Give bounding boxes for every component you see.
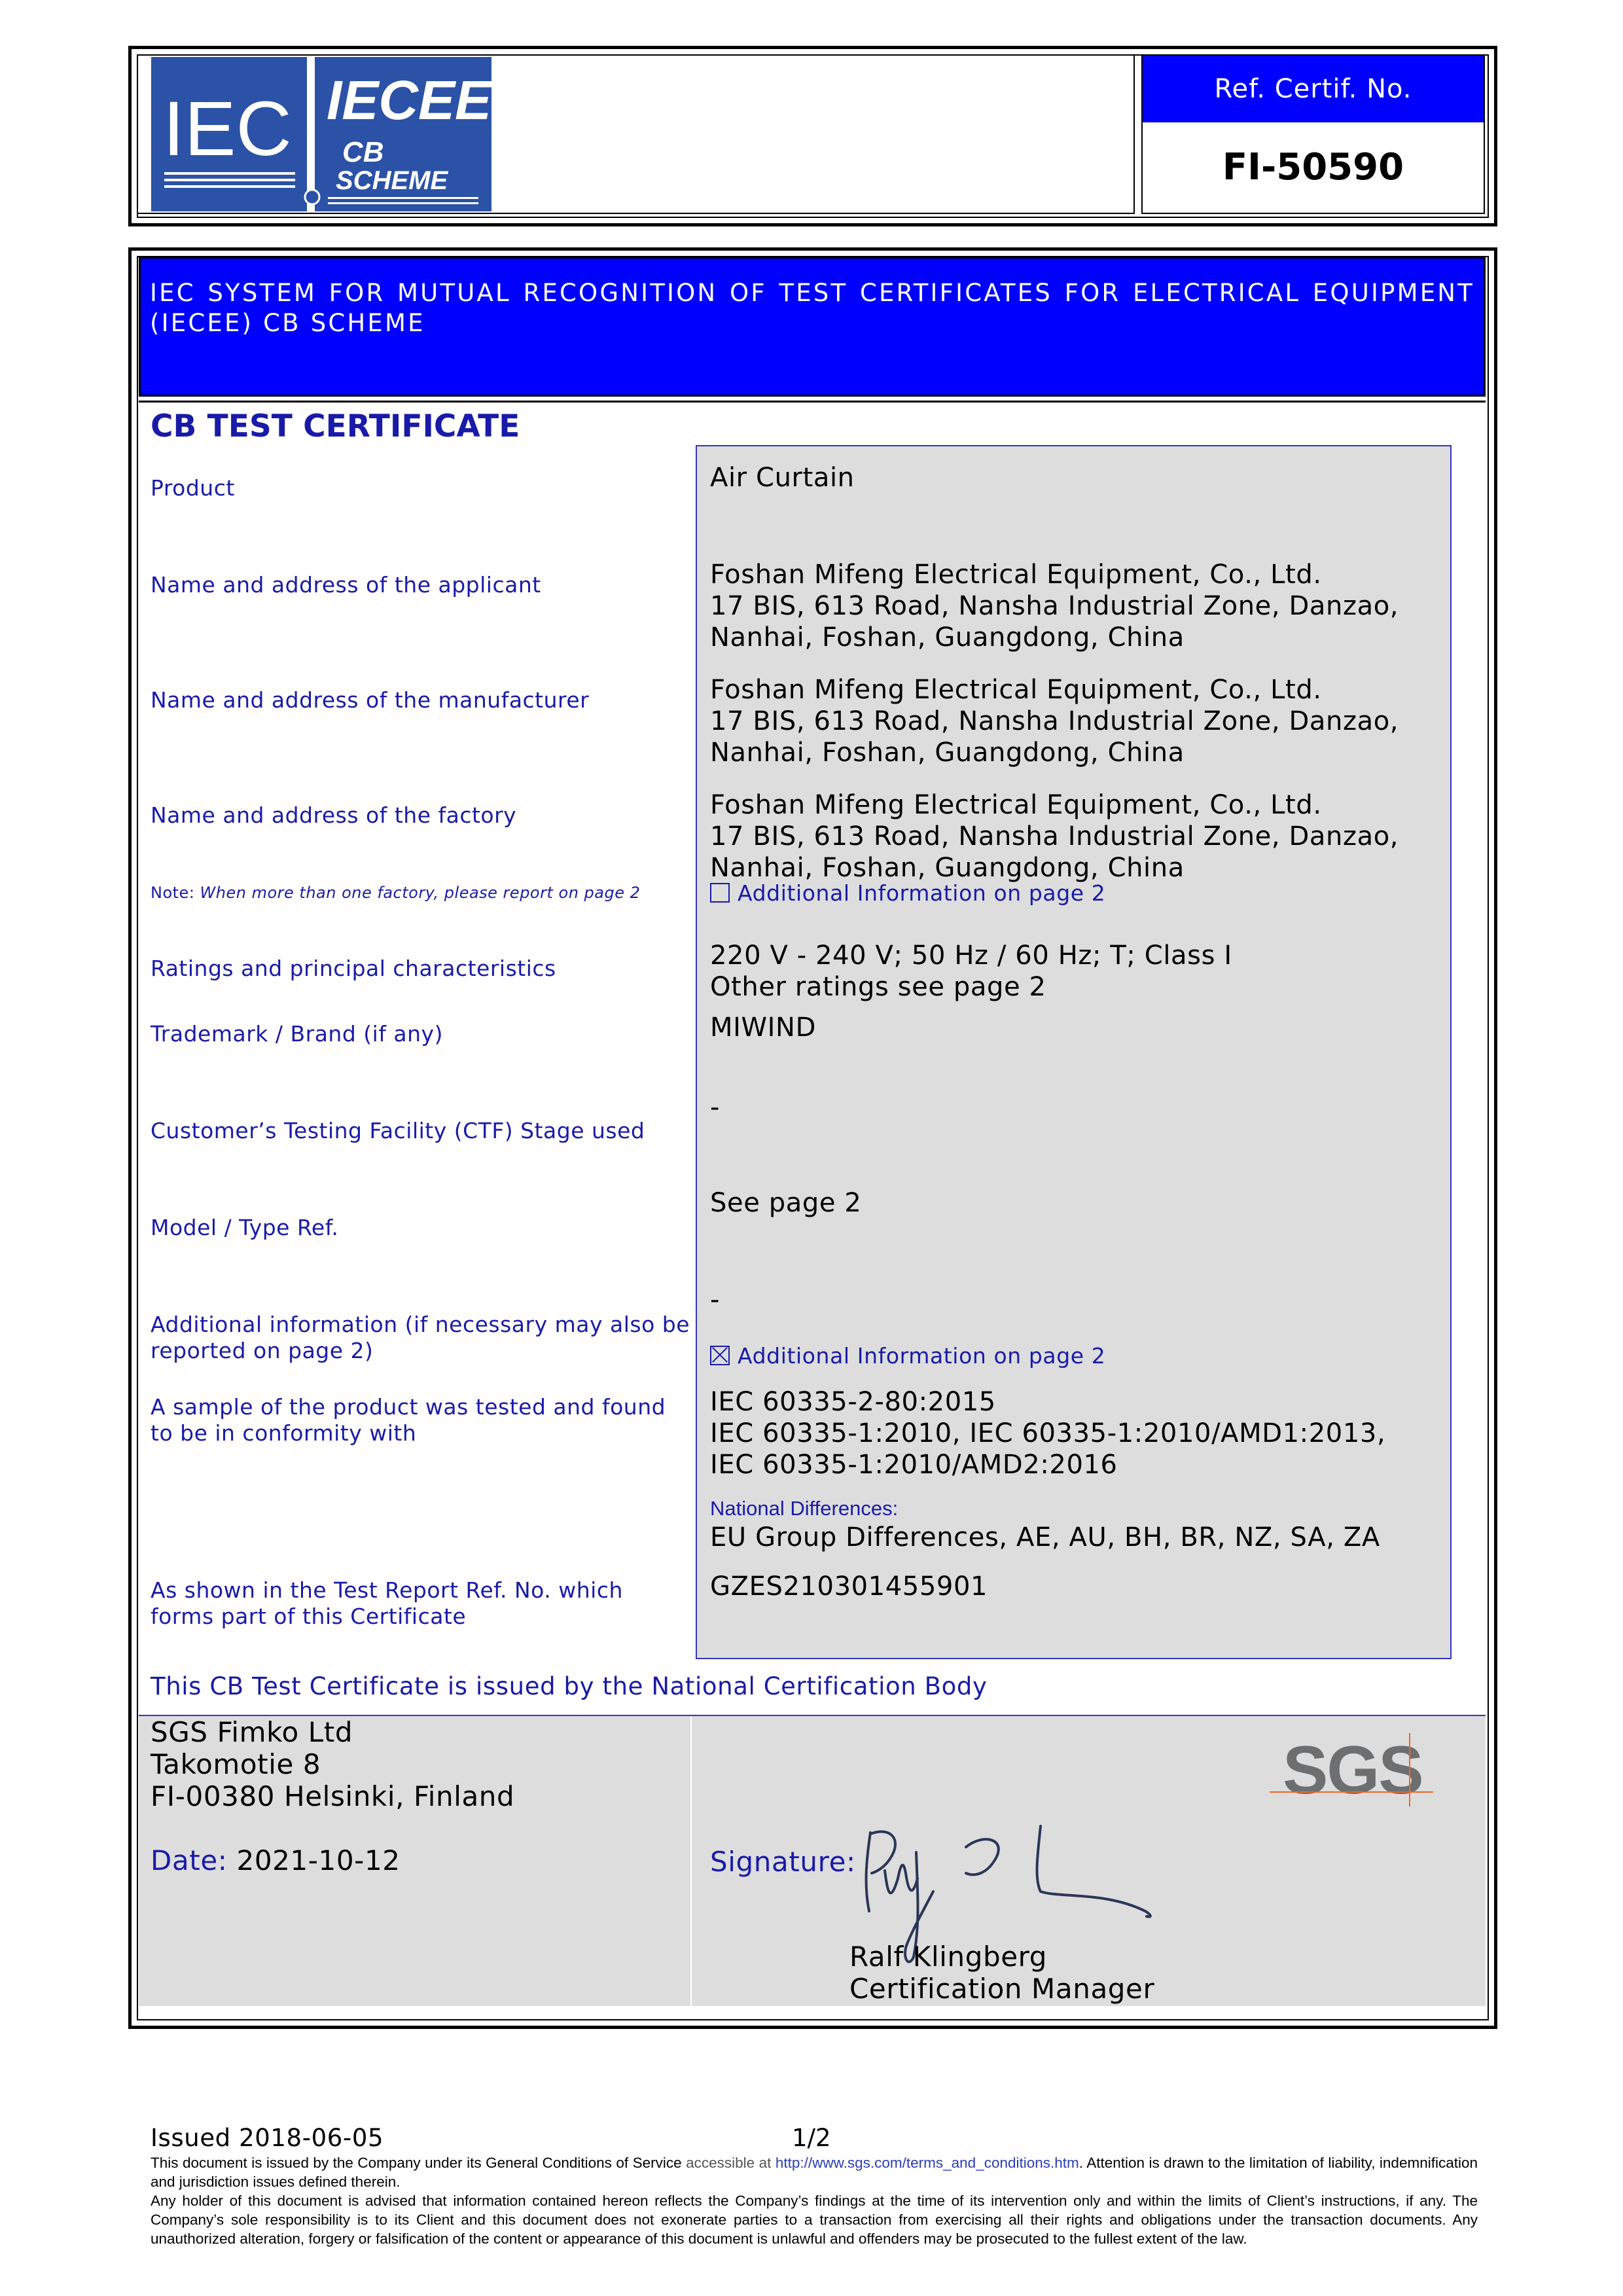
logo-iec-text: IEC (163, 86, 292, 172)
value-applicant-line-2: 17 BIS, 613 Road, Nansha Industrial Zone, Danzao, (710, 591, 1399, 621)
reference-box (1141, 54, 1485, 214)
body-address-line-2: Takomotie 8 (151, 1748, 321, 1780)
value-factory-line-1: Foshan Mifeng Electrical Equipment, Co., Ltd. (710, 790, 1322, 820)
certificate-header (128, 46, 1497, 226)
additional-info-label: Additional Information on page 2 (738, 1343, 1106, 1369)
value-standards-line-2: IEC 60335-1:2010, IEC 60335-1:2010/AMD1:2013, (710, 1418, 1386, 1448)
certification-body-address (151, 1716, 514, 1812)
label-trademark: Trademark / Brand (if any) (151, 1021, 443, 1047)
legal-1d: . Attention is drawn to the limitation of liability, indemnification and jurisdiction issues defined therein. (151, 2155, 1478, 2190)
value-applicant-line-1: Foshan Mifeng Electrical Equipment, Co., Ltd. (710, 560, 1322, 590)
legal-paragraph-2: Any holder of this document is advised that information contained hereon reflects the Company’s findings at the time of its intervention only and within the limits of Client’s instructions, if any. The Company’s sole responsibility is to its Client and this document does not exonerate parties to a transaction from exercising all their rights and obligations under the transaction documents. Any unauthorized alteration, forgery or falsification of the content or appearance of this document is unlawful and offenders may be prosecuted to the fullest extent of the law. (151, 2193, 1478, 2247)
value-applicant (710, 559, 1399, 653)
value-model: See page 2 (710, 1188, 862, 1218)
value-ratings-line-2: Other ratings see page 2 (710, 972, 1046, 1002)
iec-iecee-logo (151, 57, 491, 211)
value-standards-line-3: IEC 60335-1:2010/AMD2:2016 (710, 1450, 1118, 1480)
label-model: Model / Type Ref. (151, 1215, 339, 1240)
national-differences-label: National Differences: (710, 1497, 899, 1520)
checkbox-unchecked-icon[interactable] (710, 883, 730, 903)
value-factory-line-2: 17 BIS, 613 Road, Nansha Industrial Zone, Danzao, (710, 821, 1399, 852)
sgs-logo-text: SGS (1283, 1732, 1423, 1808)
body-address-line-3: FI-00380 Helsinki, Finland (151, 1780, 515, 1812)
label-report-line-1: As shown in the Test Report Ref. No. which (151, 1577, 623, 1603)
label-additional-line-2: reported on page 2) (151, 1338, 374, 1363)
value-trademark: MIWIND (710, 1013, 816, 1043)
value-report-number: GZES210301455901 (710, 1571, 988, 1602)
label-ratings: Ratings and principal characteristics (151, 956, 556, 981)
certificate-title: CB TEST CERTIFICATE (151, 408, 520, 444)
label-report-line-2: forms part of this Certificate (151, 1604, 467, 1629)
label-sample-line-1: A sample of the product was tested and found (151, 1394, 666, 1420)
value-standards-line-1: IEC 60335-2-80:2015 (710, 1387, 996, 1417)
label-sample (151, 1394, 666, 1446)
terms-link[interactable]: http://www.sgs.com/terms_and_conditions.htm (775, 2155, 1079, 2171)
logo-cb-text: CB (342, 136, 384, 168)
body-address-line-1: SGS Fimko Ltd (151, 1716, 353, 1748)
legal-paragraph-1 (151, 2153, 1478, 2191)
issue-date (151, 1844, 401, 1876)
factory-note (151, 884, 640, 902)
value-manufacturer-line-3: Nanhai, Foshan, Guangdong, China (710, 738, 1185, 768)
signer-block (849, 1941, 1154, 2005)
value-ratings-line-1: 220 V - 240 V; 50 Hz / 60 Hz; T; Class I (710, 941, 1232, 971)
factory-additional-info[interactable] (710, 880, 1105, 906)
date-label: Date: (151, 1844, 228, 1876)
label-manufacturer: Name and address of the manufacturer (151, 687, 590, 713)
value-product: Air Curtain (710, 463, 855, 493)
value-manufacturer-line-1: Foshan Mifeng Electrical Equipment, Co., Ltd. (710, 675, 1322, 705)
note-prefix: Note: (151, 884, 195, 902)
logo-scheme-text: SCHEME (336, 166, 448, 195)
factory-additional-label: Additional Information on page 2 (738, 880, 1106, 906)
page-number: 1/2 (792, 2124, 831, 2152)
label-applicant: Name and address of the applicant (151, 572, 541, 598)
value-factory (710, 789, 1399, 884)
signature-label: Signature: (710, 1846, 856, 1878)
banner-divider (139, 401, 1486, 403)
label-report (151, 1577, 623, 1630)
scheme-banner: IEC SYSTEM FOR MUTUAL RECOGNITION OF TEST CERTIFICATES FOR ELECTRICAL EQUIPMENT (IECEE) CB SCHEME (139, 257, 1486, 397)
signer-name: Ralf Klingberg (849, 1941, 1048, 1973)
sgs-logo (1270, 1728, 1440, 1813)
legal-disclaimer (151, 2153, 1478, 2248)
label-ctf: Customer’s Testing Facility (CTF) Stage used (151, 1118, 645, 1143)
date-value: 2021-10-12 (236, 1844, 401, 1876)
value-manufacturer-line-2: 17 BIS, 613 Road, Nansha Industrial Zone, Danzao, (710, 706, 1399, 736)
issued-date-footer: Issued 2018-06-05 (151, 2124, 384, 2152)
ref-label: Ref. Certif. No. (1143, 56, 1484, 122)
label-additional (151, 1312, 690, 1364)
value-additional: - (710, 1285, 721, 1315)
value-national-differences: EU Group Differences, AE, AU, BH, BR, NZ, SA, ZA (710, 1522, 1380, 1552)
ref-number: FI-50590 (1222, 146, 1404, 188)
section-divider (690, 1716, 692, 2006)
legal-1a: This document is issued by the Company under its General Conditions of Service (151, 2155, 682, 2171)
label-product: Product (151, 475, 235, 501)
label-sample-line-2: to be in conformity with (151, 1420, 417, 1446)
issued-by-statement: This CB Test Certificate is issued by the National Certification Body (151, 1672, 988, 1700)
label-factory: Name and address of the factory (151, 802, 517, 828)
value-ratings (710, 940, 1232, 1003)
checkbox-checked-icon[interactable] (710, 1346, 730, 1365)
legal-1b: accessible at (686, 2155, 772, 2171)
additional-info-checked[interactable] (710, 1343, 1105, 1369)
value-ctf: - (710, 1092, 721, 1122)
value-applicant-line-3: Nanhai, Foshan, Guangdong, China (710, 622, 1185, 653)
logo-area (137, 54, 1135, 214)
value-manufacturer (710, 674, 1399, 768)
note-text: When more than one factory, please report on page 2 (200, 884, 641, 902)
value-factory-line-3: Nanhai, Foshan, Guangdong, China (710, 853, 1185, 883)
signer-title: Certification Manager (849, 1973, 1155, 2005)
value-standards (710, 1386, 1385, 1480)
label-additional-line-1: Additional information (if necessary may also be (151, 1312, 690, 1337)
logo-iecee-text: IECEE (327, 69, 491, 131)
